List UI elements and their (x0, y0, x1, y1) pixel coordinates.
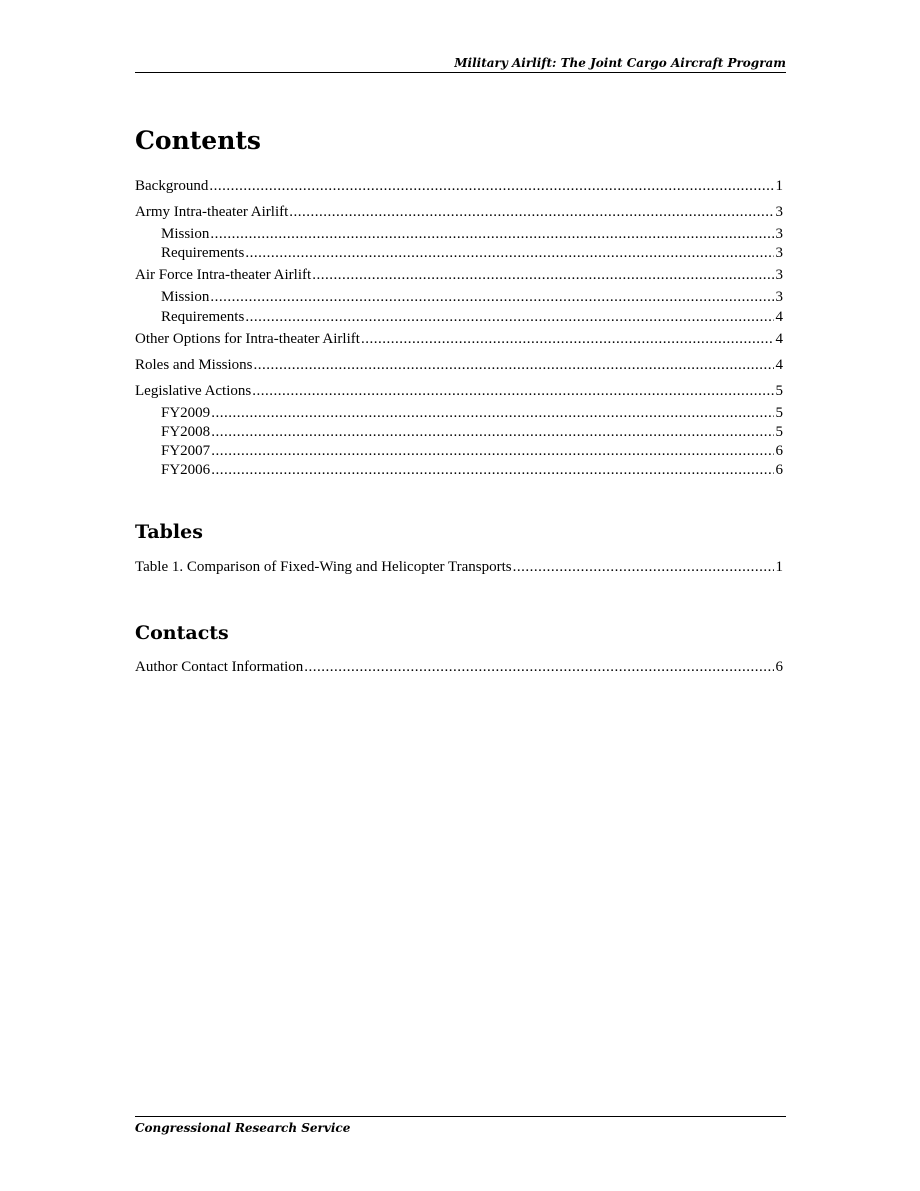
toc-entry-page: 3 (775, 204, 783, 220)
dot-leader (289, 203, 773, 221)
dot-leader (254, 356, 774, 374)
toc-entry-background[interactable] (135, 177, 783, 195)
toc-entry-page: 4 (775, 331, 783, 347)
toc-entry-page: 1 (775, 559, 783, 575)
dot-leader (210, 288, 773, 306)
contacts-heading: Contacts (135, 622, 229, 644)
toc-entry-title: FY2008 (161, 424, 211, 440)
dot-leader (312, 266, 773, 284)
toc-entry-title: Table 1. Comparison of Fixed-Wing and Helicopter Transports (135, 559, 512, 575)
dot-leader (211, 461, 773, 479)
toc-entry-page: 5 (775, 405, 783, 421)
dot-leader (245, 244, 773, 262)
toc-entry-page: 3 (775, 226, 783, 242)
toc-entry-fy2008[interactable] (161, 423, 783, 441)
toc-entry-page: 6 (775, 443, 783, 459)
toc-entry-legislative-actions[interactable] (135, 382, 783, 400)
toc-entry-title: Background (135, 178, 209, 194)
toc-entry-page: 6 (775, 659, 783, 675)
toc-entry-title: FY2006 (161, 462, 211, 478)
toc-entry-air-force-requirements[interactable] (161, 308, 783, 326)
dot-leader (245, 308, 773, 326)
footer-rule (135, 1116, 786, 1117)
toc-entry-page: 4 (775, 309, 783, 325)
dot-leader (211, 404, 773, 422)
header-rule (135, 72, 786, 73)
toc-entry-title: Other Options for Intra-theater Airlift (135, 331, 360, 347)
toc-entry-title: Mission (161, 226, 210, 242)
running-footer: Congressional Research Service (135, 1121, 351, 1135)
toc-entry-page: 3 (775, 267, 783, 283)
toc-entry-title: Army Intra-theater Airlift (135, 204, 289, 220)
toc-entry-page: 6 (775, 462, 783, 478)
running-header: Military Airlift: The Joint Cargo Aircraft Program (454, 56, 786, 70)
toc-entry-title: Legislative Actions (135, 383, 252, 399)
toc-entry-author-contact-information[interactable] (135, 658, 783, 676)
dot-leader (361, 330, 774, 348)
toc-entry-title: Air Force Intra-theater Airlift (135, 267, 312, 283)
toc-entry-fy2007[interactable] (161, 442, 783, 460)
dot-leader (211, 423, 773, 441)
toc-entry-army-mission[interactable] (161, 225, 783, 243)
toc-entry-other-options[interactable] (135, 330, 783, 348)
toc-entry-air-force-mission[interactable] (161, 288, 783, 306)
toc-entry-title: Mission (161, 289, 210, 305)
dot-leader (304, 658, 773, 676)
toc-entry-army-requirements[interactable] (161, 244, 783, 262)
toc-entry-fy2009[interactable] (161, 404, 783, 422)
toc-entry-page: 4 (775, 357, 783, 373)
toc-entry-title: FY2007 (161, 443, 211, 459)
toc-entry-page: 5 (775, 383, 783, 399)
dot-leader (513, 558, 774, 576)
dot-leader (210, 225, 773, 243)
dot-leader (211, 442, 773, 460)
toc-entry-page: 1 (775, 178, 783, 194)
tables-heading: Tables (135, 521, 203, 543)
toc-entry-title: FY2009 (161, 405, 211, 421)
contents-heading: Contents (135, 126, 262, 155)
toc-entry-page: 3 (775, 289, 783, 305)
toc-entry-air-force-intra-theater-airlift[interactable] (135, 266, 783, 284)
toc-entry-title: Requirements (161, 245, 245, 261)
toc-entry-page: 5 (775, 424, 783, 440)
toc-entry-table-1[interactable] (135, 558, 783, 576)
toc-entry-title: Roles and Missions (135, 357, 253, 373)
toc-entry-roles-and-missions[interactable] (135, 356, 783, 374)
dot-leader (209, 177, 773, 195)
toc-entry-army-intra-theater-airlift[interactable] (135, 203, 783, 221)
toc-entry-title: Author Contact Information (135, 659, 304, 675)
toc-entry-title: Requirements (161, 309, 245, 325)
toc-entry-fy2006[interactable] (161, 461, 783, 479)
dot-leader (252, 382, 773, 400)
toc-entry-page: 3 (775, 245, 783, 261)
